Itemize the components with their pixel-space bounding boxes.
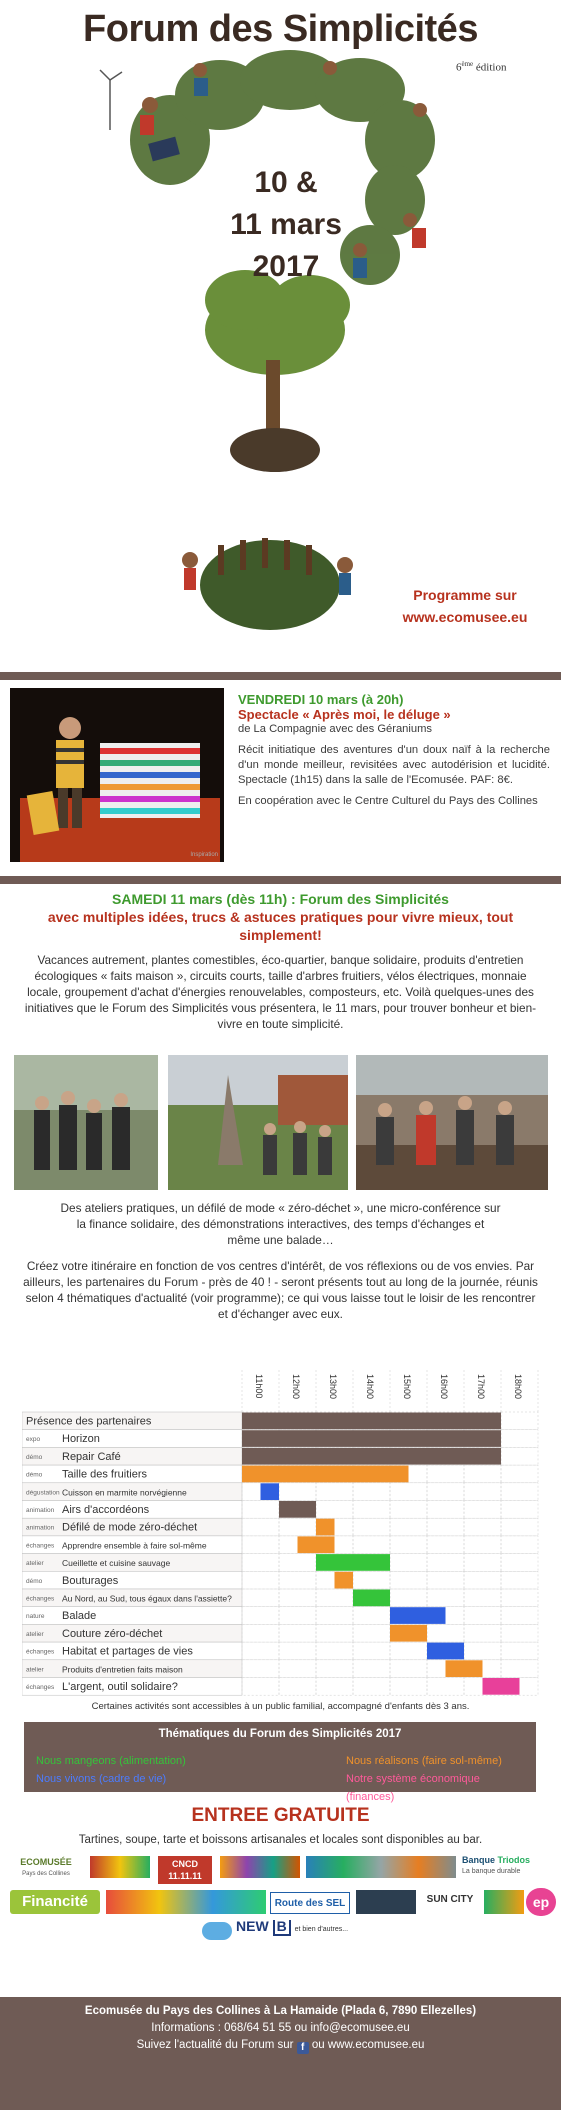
schedule-cell <box>242 1642 279 1660</box>
schedule-cell <box>353 1660 390 1678</box>
logo-financite: Financité <box>10 1890 100 1914</box>
logo-cncd-text: CNCD <box>172 1859 198 1869</box>
hour-header: 17h00 <box>476 1374 486 1400</box>
activity-bar <box>242 1430 501 1447</box>
show-title: Spectacle « Après moi, le déluge » <box>238 707 451 722</box>
schedule-cell <box>316 1483 353 1501</box>
theme-faire-soi-meme: Nous réalisons (faire sol-même) <box>346 1755 502 1767</box>
programme-label: Programme sur <box>413 587 517 603</box>
activity-bar <box>316 1554 390 1571</box>
activity-label: Taille des fruitiers <box>62 1468 147 1481</box>
schedule-cell <box>390 1483 427 1501</box>
schedule-cell <box>464 1642 501 1660</box>
activity-label: Balade <box>62 1610 97 1623</box>
edition-number: 6 <box>456 61 462 74</box>
hour-header: 13h00 <box>328 1374 338 1400</box>
activity-bar <box>483 1678 520 1695</box>
activity-category: atelier <box>26 1666 44 1674</box>
activity-category: dégustation <box>26 1489 60 1497</box>
logo-and-more: et bien d'autres... <box>294 1926 349 1933</box>
date-line-3: 2017 <box>252 250 320 283</box>
schedule-cell <box>501 1554 538 1572</box>
footer-follow <box>0 2037 561 2054</box>
schedule-cell <box>353 1624 390 1642</box>
vendredi-heading: VENDREDI 10 mars (à 20h) <box>238 692 404 707</box>
divider-bar <box>0 876 561 884</box>
schedule-cell <box>316 1501 353 1519</box>
event-dates <box>196 162 376 288</box>
schedule-cell <box>501 1642 538 1660</box>
activity-label: Airs d'accordéons <box>62 1504 150 1516</box>
activity-category: atelier <box>26 1560 44 1568</box>
schedule-cell <box>353 1571 390 1589</box>
samedi-heading-block <box>0 884 561 944</box>
logo-new-b <box>236 1920 386 1936</box>
schedule-row-bg <box>22 1430 242 1448</box>
logo-ecomusee-text: ECOMUSÉE <box>20 1857 72 1867</box>
logo-cncd-sub: 11.11.11 <box>168 1871 202 1881</box>
question-mark-illustration <box>0 0 561 670</box>
logo-dark <box>356 1890 416 1914</box>
logo-banque-text: Banque <box>462 1855 496 1865</box>
free-entry: ENTREE GRATUITE <box>191 1805 370 1826</box>
schedule-grid <box>22 1370 542 1700</box>
hour-header: 11h00 <box>254 1374 264 1399</box>
divider-bar <box>0 672 561 680</box>
samedi-intro: Vacances autrement, plantes comestibles, éco-quartier, banque solidaire, produits d'entretien écologiques « faits maison », circuits courts, taille d'arbres fruitiers, vélos électriques, monnaie locale, groupement d'achat d'énergies renouvelables, composteurs, etc. Voilà quelques-unes des initiatives que le Forum des Simplicités vous présentera, le 11 mars, pour trouver bonheur et bien-vivre en toute simplicité. <box>24 953 537 1031</box>
schedule-cell <box>316 1678 353 1696</box>
schedule-cell <box>390 1554 427 1572</box>
schedule-cell <box>427 1571 464 1589</box>
footer <box>0 1997 561 2110</box>
schedule-cell <box>279 1607 316 1625</box>
activity-bar <box>446 1660 483 1677</box>
schedule-cell <box>501 1465 538 1483</box>
logo-ecomusee-sub: Pays des Collines <box>22 1871 70 1877</box>
hour-header: 18h00 <box>513 1374 523 1400</box>
schedule-cell <box>279 1483 316 1501</box>
photo-strip <box>0 1055 561 1193</box>
schedule-cell <box>316 1642 353 1660</box>
schedule-cell <box>501 1624 538 1642</box>
logo-route-des-sel: Route des SEL <box>270 1892 350 1914</box>
photo-garden-talk <box>168 1055 348 1190</box>
activity-category: démo <box>26 1471 43 1479</box>
schedule-row-bg <box>22 1607 242 1625</box>
schedule-cell <box>242 1660 279 1678</box>
logo-triodos-text: Triodos <box>497 1855 531 1865</box>
schedule-cell <box>501 1589 538 1607</box>
activity-bar <box>390 1625 427 1642</box>
schedule-cell <box>427 1518 464 1536</box>
activity-category: animation <box>26 1507 55 1514</box>
activity-bar <box>242 1413 501 1430</box>
schedule-cell <box>427 1465 464 1483</box>
schedule-cell <box>464 1589 501 1607</box>
schedule-cell <box>427 1501 464 1519</box>
logo-partners-strip-2 <box>220 1856 300 1878</box>
schedule-cell <box>390 1501 427 1519</box>
activity-bar <box>242 1448 501 1465</box>
logo-partners-strip-4 <box>106 1890 266 1914</box>
activity-label: Produits d'entretien faits maison <box>62 1664 183 1675</box>
schedule-cell <box>427 1589 464 1607</box>
logo-partners-strip <box>90 1856 150 1878</box>
schedule-cell <box>501 1660 538 1678</box>
schedule-cell <box>501 1571 538 1589</box>
schedule-cell <box>390 1642 427 1660</box>
schedule-cell <box>353 1501 390 1519</box>
schedule-cell <box>279 1642 316 1660</box>
activity-category: échanges <box>26 1542 55 1550</box>
themes-box <box>24 1722 536 1803</box>
schedule-cell <box>464 1465 501 1483</box>
schedule-row-bg <box>22 1447 242 1465</box>
logo-partners-strip-3 <box>306 1856 456 1878</box>
photo-workshop <box>356 1055 548 1190</box>
schedule-cell <box>464 1571 501 1589</box>
samedi-heading: SAMEDI 11 mars (dès 11h) : Forum des Simplicités <box>112 891 449 907</box>
activity-label: Apprendre ensemble à faire sol-même <box>62 1540 207 1551</box>
activity-category: nature <box>26 1613 45 1621</box>
schedule-cell <box>242 1589 279 1607</box>
footer-website[interactable]: ou www.ecomusee.eu <box>311 2039 425 2051</box>
activity-label: Défilé de mode zéro-déchet <box>62 1521 198 1534</box>
schedule-cell <box>464 1501 501 1519</box>
schedule-cell <box>390 1660 427 1678</box>
show-cooperation: En coopération avec le Centre Culturel du Pays des Collines <box>238 795 538 807</box>
activity-bar <box>353 1590 390 1607</box>
activity-category: démo <box>26 1453 43 1461</box>
logo-triodos <box>462 1854 554 1878</box>
logo-partner-small <box>484 1890 524 1914</box>
schedule-cell <box>353 1483 390 1501</box>
schedule-cell <box>279 1678 316 1696</box>
schedule-cell <box>316 1589 353 1607</box>
activity-label: Cuisson en marmite norvégienne <box>62 1487 187 1498</box>
schedule-cell <box>501 1501 538 1519</box>
schedule-cell <box>427 1536 464 1554</box>
hour-header: 14h00 <box>365 1374 375 1400</box>
footer-follow-label: Suivez l'actualité du Forum sur <box>136 2039 294 2051</box>
schedule-cell <box>501 1412 538 1430</box>
schedule-cell <box>242 1518 279 1536</box>
vendredi-section <box>0 680 561 875</box>
schedule-cell <box>242 1678 279 1696</box>
schedule-cell <box>464 1607 501 1625</box>
bar-info: Tartines, soupe, tarte et boissons artisanales et locales sont disponibles au bar. <box>78 1834 483 1846</box>
schedule-table <box>22 1370 542 1700</box>
date-line-1: 10 & <box>254 166 318 199</box>
activity-category: animation <box>26 1524 55 1532</box>
schedule-cell <box>501 1518 538 1536</box>
samedi-section <box>0 884 561 1032</box>
activity-category: expo <box>26 1436 41 1444</box>
activity-label: Cueillette et cuisine sauvage <box>62 1558 171 1569</box>
activity-label: Bouturages <box>62 1574 119 1587</box>
activity-category: échanges <box>26 1595 55 1603</box>
logo-sun-city: SUN CITY <box>426 1894 474 1905</box>
photo-credit: Inspiration <box>190 852 218 858</box>
schedule-cell <box>279 1571 316 1589</box>
activity-bar <box>390 1607 446 1624</box>
activity-category: échanges <box>26 1648 55 1656</box>
logo-partner-round <box>202 1922 232 1940</box>
activity-category: démo <box>26 1577 43 1585</box>
programme-url[interactable]: www.ecomusee.eu <box>402 609 528 625</box>
schedule-cell <box>501 1483 538 1501</box>
schedule-cell <box>501 1536 538 1554</box>
ateliers-text: Des ateliers pratiques, un défilé de mode « zéro-déchet », une micro-conférence sur la finance solidaire, des démonstrations interactives, des temps d'échanges et même une balade… <box>60 1201 501 1247</box>
schedule-cell <box>316 1607 353 1625</box>
logo-ecomusee <box>10 1856 82 1880</box>
schedule-cell <box>427 1678 464 1696</box>
schedule-cell <box>427 1483 464 1501</box>
activity-label: Horizon <box>62 1433 100 1446</box>
schedule-cell <box>279 1518 316 1536</box>
activity-bar <box>335 1572 354 1589</box>
activity-bar <box>298 1536 335 1553</box>
activity-label: L'argent, outil solidaire? <box>62 1681 178 1693</box>
schedule-cell <box>279 1589 316 1607</box>
schedule-cell <box>242 1554 279 1572</box>
footer-address: Ecomusée du Pays des Collines à La Hamaide (Plada 6, 7890 Ellezelles) <box>84 2005 477 2017</box>
date-line-2: 11 mars <box>230 208 342 241</box>
programme-link[interactable] <box>370 584 560 628</box>
theme-finances: Notre système économique (finances) <box>346 1773 480 1803</box>
schedule-cell <box>464 1536 501 1554</box>
hour-header: 12h00 <box>291 1374 301 1400</box>
logo-triodos-sub: La banque durable <box>462 1868 521 1875</box>
activity-label: Habitat et partages de vies <box>62 1645 193 1658</box>
schedule-cell <box>279 1554 316 1572</box>
facebook-icon[interactable]: f <box>297 2042 309 2054</box>
activity-label: Au Nord, au Sud, tous égaux dans l'assiette? <box>62 1593 232 1604</box>
activity-bar <box>427 1643 464 1660</box>
schedule-cell <box>353 1642 390 1660</box>
samedi-subheading: avec multiples idées, trucs & astuces pratiques pour vivre mieux, tout simplement! <box>47 909 514 943</box>
vendredi-text <box>238 692 550 815</box>
activity-bar <box>316 1519 335 1536</box>
edition-word: édition <box>475 61 507 74</box>
schedule-cell <box>279 1660 316 1678</box>
logo-new-b-letter: B <box>273 1920 291 1936</box>
schedule-cell <box>390 1571 427 1589</box>
schedule-cell <box>427 1554 464 1572</box>
poster-title: Forum des Simplicités <box>83 8 478 50</box>
schedule-row-bg <box>22 1571 242 1589</box>
schedule-cell <box>464 1518 501 1536</box>
activity-bar <box>242 1466 409 1483</box>
schedule-cell <box>242 1624 279 1642</box>
schedule-cell <box>353 1536 390 1554</box>
schedule-cell <box>316 1660 353 1678</box>
schedule-cell <box>501 1430 538 1448</box>
schedule-cell <box>464 1483 501 1501</box>
schedule-cell <box>353 1678 390 1696</box>
activity-category: atelier <box>26 1630 44 1638</box>
schedule-cell <box>242 1571 279 1589</box>
activity-label: Couture zéro-déchet <box>62 1627 163 1640</box>
logo-cncd <box>158 1856 212 1884</box>
logo-new-text: NEW <box>236 1920 269 1934</box>
activity-bar <box>261 1483 280 1500</box>
schedule-cell <box>464 1554 501 1572</box>
show-photo <box>10 688 224 862</box>
schedule-cell <box>464 1624 501 1642</box>
theme-cadre-de-vie: Nous vivons (cadre de vie) <box>36 1773 167 1785</box>
activity-label: Présence des partenaires <box>26 1415 152 1428</box>
schedule-cell <box>501 1447 538 1465</box>
schedule-cell <box>427 1624 464 1642</box>
schedule-cell <box>390 1678 427 1696</box>
schedule-cell <box>242 1536 279 1554</box>
photo-group-visit <box>14 1055 158 1190</box>
hour-header: 15h00 <box>402 1374 412 1400</box>
schedule-cell <box>390 1518 427 1536</box>
themes-title: Thématiques du Forum des Simplicités 2017 <box>158 1728 402 1740</box>
schedule-cell <box>390 1536 427 1554</box>
activity-category: échanges <box>26 1684 55 1691</box>
schedule-cell <box>279 1624 316 1642</box>
schedule-cell <box>242 1501 279 1519</box>
schedule-cell <box>390 1589 427 1607</box>
itinerary-text: Créez votre itinéraire en fonction de vos centres d'intérêt, de vos réflexions ou de vos envies. Par ailleurs, les partenaires du Forum - près de 40 ! - seront présents tout au long de la journée, réunis selon 4 thématiques d'actualité (voir programme); ce qui vous laisse tout le loisir de les rencontrer et d'échanger avec eux. <box>23 1259 538 1321</box>
logo-ep: ep <box>526 1888 556 1916</box>
activity-label: Repair Café <box>62 1450 121 1463</box>
schedule-cell <box>501 1607 538 1625</box>
activity-bar <box>279 1501 316 1518</box>
theme-alimentation: Nous mangeons (alimentation) <box>36 1755 186 1767</box>
footer-contact[interactable]: Informations : 068/64 51 55 ou info@ecomusee.eu <box>151 2022 410 2034</box>
schedule-cell <box>242 1607 279 1625</box>
partner-logos <box>6 1852 556 1942</box>
schedule-cell <box>353 1518 390 1536</box>
mid-text <box>0 1200 561 1322</box>
hour-header: 16h00 <box>439 1374 449 1400</box>
schedule-note: Certaines activités sont accessibles à un public familial, accompagné d'enfants dès 3 ans. <box>91 1701 470 1712</box>
edition-suffix: ème <box>461 60 474 68</box>
show-description: Récit initiatique des aventures d'un doux naïf à la recherche d'un monde meilleur, revisitées avec autodérision et lucidité. Spectacle (1h15) dans la salle de l'Ecomusée. PAF: 8€. <box>238 744 550 786</box>
schedule-cell <box>353 1607 390 1625</box>
show-company: de La Compagnie avec des Géraniums <box>238 723 433 735</box>
schedule-cell <box>316 1624 353 1642</box>
